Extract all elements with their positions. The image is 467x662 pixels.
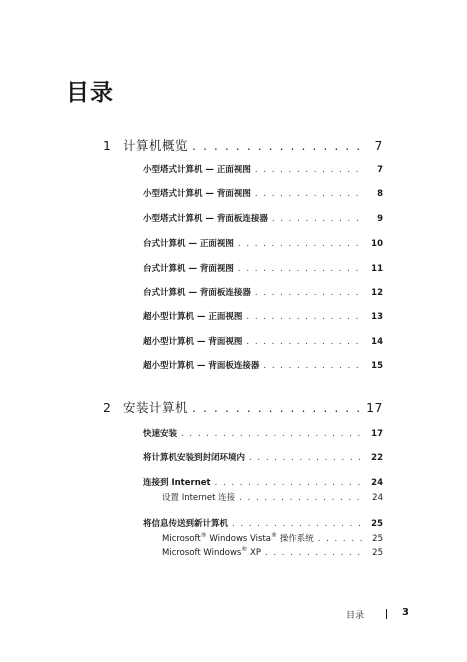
entry-title: 将信息传送到新计算机: [143, 519, 229, 529]
entry-page: 9: [377, 214, 383, 224]
entry-page: 22: [371, 453, 383, 463]
footer-label: 目录: [346, 611, 365, 621]
chapter-title: 安装计算机: [123, 400, 189, 415]
entry-title: 台式计算机 — 背面板连接器: [143, 288, 251, 298]
entry-page: 8: [377, 189, 383, 199]
entry-page: 11: [371, 264, 383, 274]
dot-leader: [181, 429, 365, 439]
entry-title: 小型塔式计算机 — 背面板连接器: [143, 214, 268, 224]
entry-page: 24: [371, 478, 383, 488]
toc-entry[interactable]: [143, 335, 383, 347]
entry-title: 将计算机安装到封闭环境内: [143, 453, 246, 463]
entry-title: Microsoft® Windows Vista® 操作系统: [162, 532, 314, 544]
entry-page: 10: [371, 239, 383, 249]
entry-title: 连接到 Internet: [143, 478, 211, 488]
footer-divider: [386, 609, 387, 619]
dot-leader: [255, 288, 365, 298]
entry-page: 25: [372, 548, 383, 558]
toc-entry[interactable]: [143, 517, 383, 529]
entry-title: 台式计算机 — 背面视图: [143, 264, 234, 274]
dot-leader: [255, 165, 365, 175]
dot-leader: [239, 493, 365, 503]
entry-title: 设置 Internet 连接: [162, 493, 236, 503]
chapter-title: 计算机概览: [123, 138, 189, 153]
entry-title: 小型塔式计算机 — 背面视图: [143, 189, 251, 199]
dot-leader: [238, 239, 365, 249]
dot-leader: [246, 337, 365, 347]
entry-page: 15: [371, 361, 383, 371]
entry-title: 台式计算机 — 正面视图: [143, 239, 234, 249]
dot-leader: [318, 534, 365, 544]
toc-entry[interactable]: [143, 187, 383, 199]
entry-title: 超小型计算机 — 正面视图: [143, 312, 243, 322]
chapter-number: 1: [103, 138, 112, 153]
entry-title: 超小型计算机 — 背面视图: [143, 337, 243, 347]
entry-page: 12: [371, 288, 383, 298]
dot-leader: [265, 548, 365, 558]
entry-page: 14: [371, 337, 383, 347]
entry-page: 24: [372, 493, 383, 503]
dot-leader: [215, 478, 365, 488]
entry-page: 25: [371, 519, 383, 529]
page-footer: [0, 606, 467, 622]
entry-page: 25: [372, 534, 383, 544]
dot-leader: [246, 312, 365, 322]
toc-entry[interactable]: [143, 451, 383, 463]
toc-entry[interactable]: [143, 286, 383, 298]
entry-page: 7: [377, 165, 383, 175]
entry-title: 超小型计算机 — 背面板连接器: [143, 361, 260, 371]
toc-entry[interactable]: [143, 476, 383, 488]
toc-subentry[interactable]: [162, 548, 383, 558]
registered-mark: ®: [241, 546, 248, 554]
entry-title: 小型塔式计算机 — 正面视图: [143, 165, 251, 175]
toc-entry[interactable]: [143, 427, 383, 439]
toc-entry[interactable]: [143, 359, 383, 371]
toc-chapter-2[interactable]: [103, 398, 383, 416]
dot-leader: [249, 453, 365, 463]
chapter-page: 7: [374, 138, 383, 153]
entry-title: 快速安装: [143, 429, 178, 439]
dot-leader: [192, 400, 362, 415]
dot-leader: [232, 519, 365, 529]
entry-title: Microsoft Windows® XP: [162, 546, 261, 558]
dot-leader: [263, 361, 365, 371]
toc-entry[interactable]: [143, 212, 383, 224]
dot-leader: [272, 214, 365, 224]
chapter-number: 2: [103, 400, 112, 415]
page-title: 目录: [66, 80, 114, 106]
dot-leader: [238, 264, 365, 274]
dot-leader: [192, 138, 365, 153]
registered-mark: ®: [200, 532, 207, 540]
registered-mark: ®: [271, 532, 277, 540]
toc-subentry[interactable]: [162, 532, 383, 544]
entry-page: 17: [371, 429, 383, 439]
footer-page-number: 3: [402, 607, 409, 618]
toc-entry[interactable]: [143, 262, 383, 274]
toc-entry[interactable]: [143, 163, 383, 175]
chapter-page: 17: [366, 400, 383, 415]
toc-entry[interactable]: [143, 237, 383, 249]
toc-entry[interactable]: [143, 310, 383, 322]
dot-leader: [255, 189, 365, 199]
toc-chapter-1[interactable]: [103, 136, 383, 154]
entry-page: 13: [371, 312, 383, 322]
toc-subentry[interactable]: [162, 491, 383, 503]
